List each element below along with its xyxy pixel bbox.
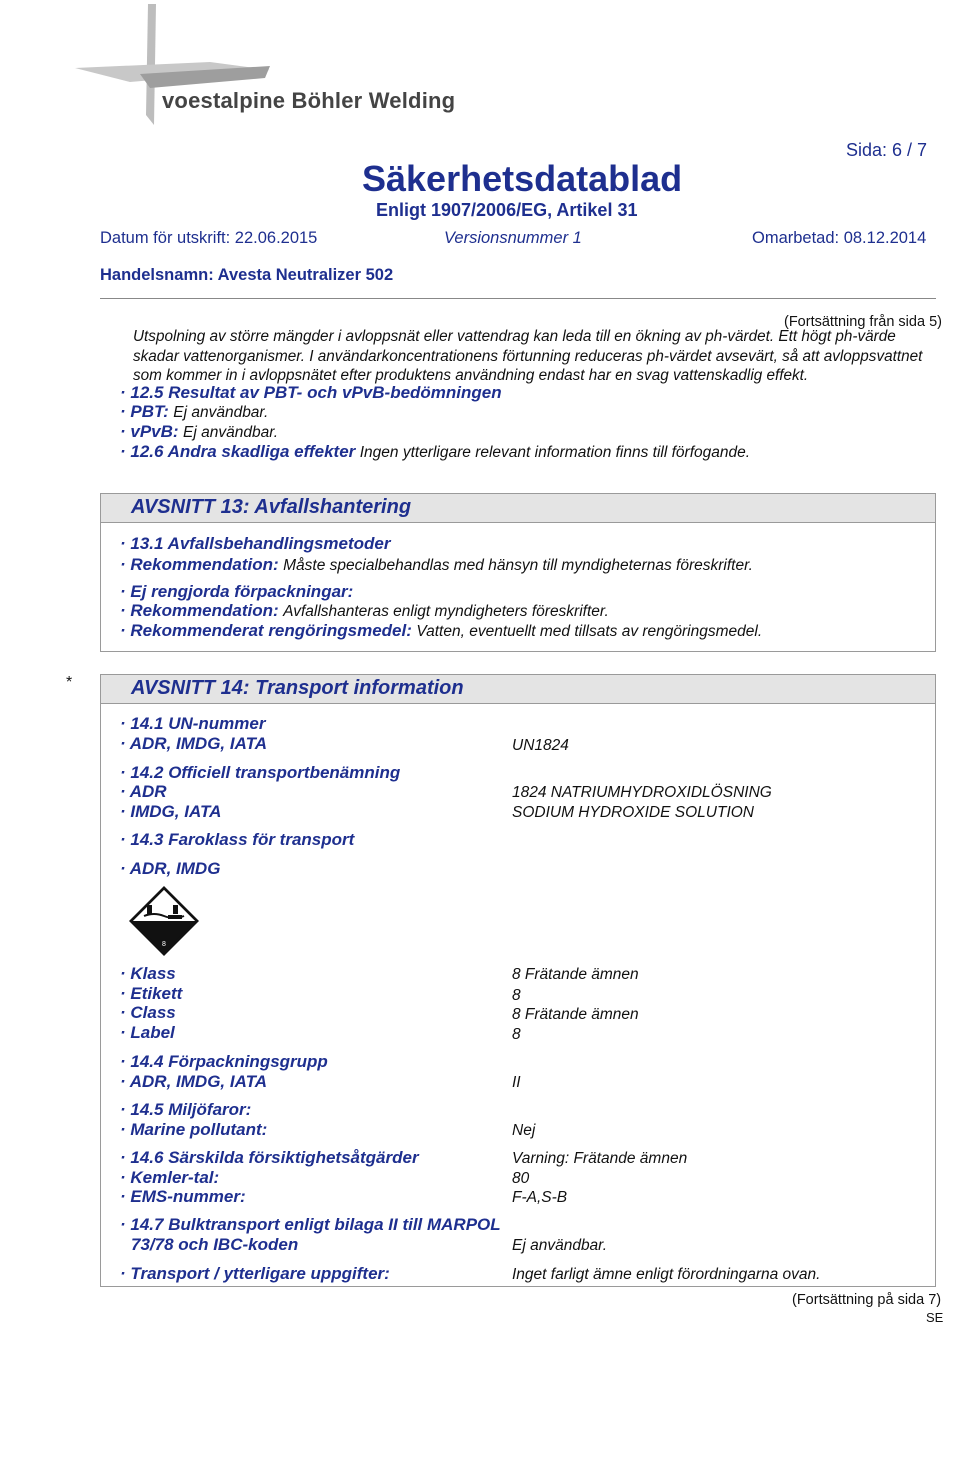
transport-row-label: · 14.3 Faroklass för transport (120, 830, 355, 849)
revised-date: Omarbetad: 08.12.2014 (752, 229, 927, 247)
transport-row-label: · Etikett (120, 984, 183, 1003)
rec1-value: Måste specialbehandlas med hänsyn till myndigheternas föreskrifter. (283, 557, 753, 574)
rec2-row (120, 601, 609, 621)
transport-row-label: · 14.7 Bulktransport enligt bilaga II till MARPOL (120, 1215, 501, 1234)
transport-row-value: Varning: Frätande ämnen (512, 1150, 688, 1167)
company-logo (70, 0, 490, 130)
rec1-row (120, 555, 753, 575)
logo-text: voestalpine Böhler Welding (162, 88, 456, 113)
section-13-title: AVSNITT 13: Avfallshantering (131, 496, 412, 518)
pbt-label: · PBT: (120, 402, 169, 421)
continuation-bottom: (Fortsättning på sida 7) (792, 1292, 942, 1308)
cleaning-value: Vatten, eventuellt med tillsats av rengöringsmedel. (416, 623, 763, 640)
transport-row-label: · 14.1 UN-nummer (120, 714, 266, 733)
transport-row-label: · ADR (120, 782, 167, 801)
transport-row-value: 1824 NATRIUMHYDROXIDLÖSNING (512, 784, 772, 801)
document-subtitle: Enligt 1907/2006/EG, Artikel 31 (376, 200, 638, 220)
page-number: Sida: 6 / 7 (846, 140, 928, 160)
pictogram-number: 8 (162, 941, 166, 948)
trade-name: Handelsnamn: Avesta Neutralizer 502 (100, 266, 394, 284)
section-14-title: AVSNITT 14: Transport information (131, 677, 464, 699)
transport-row-value: UN1824 (512, 737, 569, 754)
section-13-header (100, 493, 936, 523)
document-title: Säkerhetsdatablad (362, 158, 683, 199)
pbt-value: Ej användbar. (173, 404, 269, 421)
transport-row-label: · IMDG, IATA (120, 802, 222, 821)
revision-marker: * (66, 674, 73, 691)
version-number: Versionsnummer 1 (444, 229, 582, 247)
heading-12-6-value: Ingen ytterligare relevant information finns till förfogande. (359, 444, 751, 461)
corrosive-pictogram (128, 885, 200, 957)
transport-row-value: Ej användbar. (512, 1237, 608, 1254)
print-date: Datum för utskrift: 22.06.2015 (100, 229, 318, 247)
transport-row-label: · Label (120, 1023, 175, 1042)
heading-12-6-row (120, 442, 750, 462)
transport-row-label: · Klass (120, 964, 176, 983)
vpvb-label: · vPvB: (120, 422, 179, 441)
unclean-packaging: · Ej rengjorda förpackningar: (120, 582, 354, 601)
corrosive-hazard-icon (128, 885, 200, 957)
transport-row-value: SODIUM HYDROXIDE SOLUTION (512, 804, 754, 821)
section-14-header (100, 674, 936, 704)
continuation-top: (Fortsättning från sida 5) (784, 314, 942, 330)
transport-row-value: Inget farligt ämne enligt förordningarna ovan. (512, 1266, 821, 1283)
transport-row-label: 73/78 och IBC-koden (131, 1235, 299, 1254)
vpvb-value: Ej användbar. (183, 424, 279, 441)
transport-row-label: · Transport / ytterligare uppgifter: (120, 1264, 390, 1283)
transport-row-value: II (512, 1074, 521, 1091)
transport-row-value: F-A,S-B (512, 1189, 568, 1206)
heading-12-6: · 12.6 Andra skadliga effekter (120, 442, 356, 461)
transport-row-label: · Marine pollutant: (120, 1120, 268, 1139)
transport-row-value: Nej (512, 1122, 536, 1139)
transport-row-label: · 14.5 Miljöfaror: (120, 1100, 252, 1119)
transport-row-label: · Class (120, 1003, 176, 1022)
pbt-row (120, 402, 268, 422)
transport-row-label: · 14.6 Särskilda försiktighetsåtgärder (120, 1148, 419, 1167)
heading-13-1: · 13.1 Avfallsbehandlingsmetoder (120, 534, 391, 553)
transport-row-value: 80 (512, 1170, 530, 1187)
transport-row-value: 8 (512, 987, 521, 1004)
cleaning-row (120, 621, 762, 641)
header-divider (100, 298, 936, 299)
transport-row-label: · EMS-nummer: (120, 1187, 246, 1206)
transport-row-label: · 14.2 Officiell transportbenämning (120, 763, 401, 782)
transport-row-label: · 14.4 Förpackningsgrupp (120, 1052, 328, 1071)
rec1-label: · Rekommendation: (120, 555, 279, 574)
transport-row-label: · Kemler-tal: (120, 1168, 220, 1187)
rec2-value: Avfallshanteras enligt myndigheters föreskrifter. (283, 603, 609, 620)
transport-row-value: 8 Frätande ämnen (512, 1006, 639, 1023)
vpvb-row (120, 422, 278, 442)
transport-row-label: · ADR, IMDG, IATA (120, 734, 267, 753)
sec12-paragraph: Utspolning av större mängder i avloppsnät eller vattendrag kan leda till en ökning av ph-värdet. Ett högt ph-värde skadar vattenorganismer. I användarkoncentrationens förtunning reduceras ph-värdet avsevärt, så att avloppsvattnet som kommer in i avloppsnätet efter produktens användning endast har en svag vattenskadlig effekt. (133, 328, 923, 384)
transport-row-label: · ADR, IMDG, IATA (120, 1072, 267, 1091)
cleaning-label: · Rekommenderat rengöringsmedel: (120, 621, 412, 640)
rec2-label: · Rekommendation: (120, 601, 279, 620)
country-code: SE (926, 1310, 944, 1325)
transport-row-label: · ADR, IMDG (120, 859, 221, 878)
transport-row-value: 8 (512, 1026, 521, 1043)
heading-12-5: · 12.5 Resultat av PBT- och vPvB-bedömningen (120, 383, 502, 402)
transport-row-value: 8 Frätande ämnen (512, 966, 639, 983)
